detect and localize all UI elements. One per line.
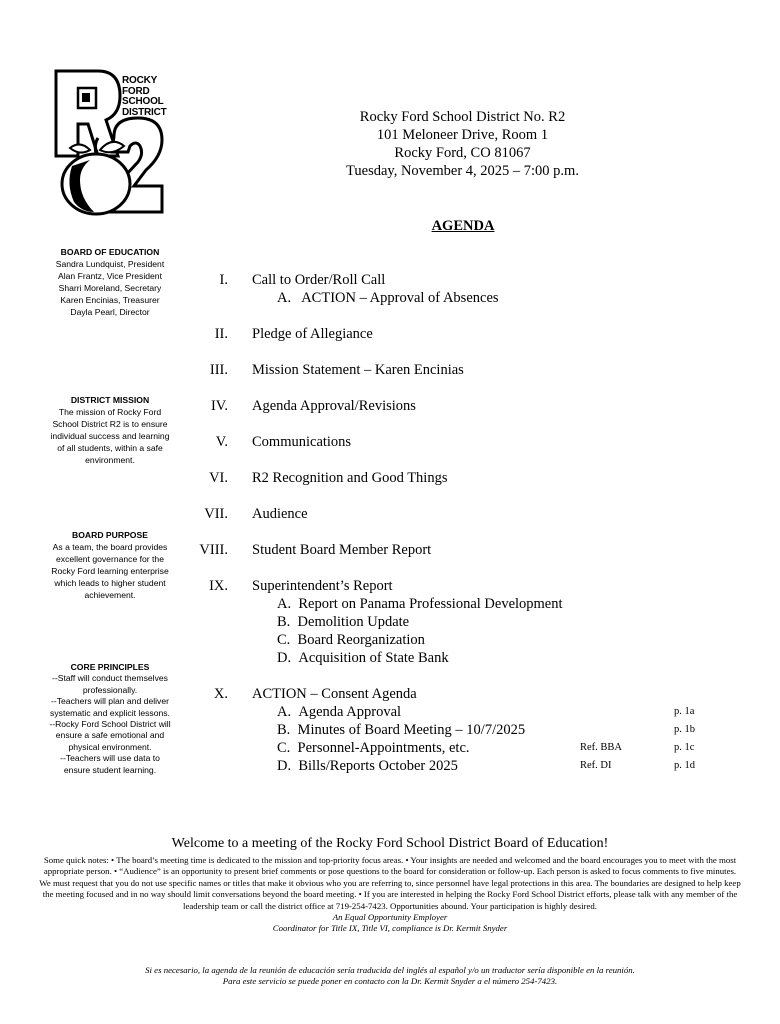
item-number: VII.: [204, 506, 228, 522]
bullet-icon: •: [405, 855, 409, 865]
board-of-education-block: [40, 246, 180, 318]
mission-line: The mission of Rocky Ford: [58, 407, 162, 417]
quick-notes: [38, 855, 742, 935]
mission-line: individual success and learning: [50, 431, 170, 441]
board-member: Dayla Pearl, Director: [70, 307, 150, 317]
principle-line: --Teachers will use data to: [60, 753, 160, 764]
district-name: Rocky Ford School District No. R2: [359, 109, 566, 125]
policy-ref: Ref. DI: [580, 760, 612, 771]
item-number: V.: [215, 434, 228, 450]
mission-line: of all students, within a safe: [57, 443, 163, 453]
item-number: VIII.: [199, 542, 228, 558]
item-number: I.: [219, 272, 228, 288]
note-text: The board’s meeting time is dedicated to the mission and top-priority focus areas.: [116, 855, 404, 865]
bullet-icon: •: [358, 889, 362, 900]
item-text: Agenda Approval/Revisions: [252, 398, 416, 414]
spanish-notice: [38, 965, 742, 988]
sub-text: Bills/Reports October 2025: [298, 758, 458, 774]
sub-item: [277, 613, 409, 631]
item-text: R2 Recognition and Good Things: [252, 470, 448, 486]
note-text: “Audience” is an opportunity to present brief comments or pose questions to the board for consideration or follow-up. Each person is asked to focus comments to five minutes. We must request that you do not use specific names or titles that make it obvious who you are referring to, since personnel have legal protections in this area. The boundaries are designed to help keep the meeting focused and in no way should limit conversations beyond the board meeting.: [39, 866, 741, 900]
sub-item: [277, 703, 401, 721]
sub-text: ACTION – Approval of Absences: [301, 290, 499, 306]
item-number: II.: [214, 326, 228, 342]
purpose-heading: BOARD PURPOSE: [72, 530, 148, 540]
sub-item: [277, 631, 425, 649]
purpose-line: As a team, the board provides: [52, 542, 168, 552]
sub-text: Agenda Approval: [298, 704, 402, 720]
board-member: Karen Encinias, Treasurer: [60, 295, 160, 305]
sub-item: [277, 757, 458, 775]
principle-line: --Staff will conduct themselves: [52, 673, 168, 684]
district-logo: [50, 66, 180, 218]
principle-line: systematic and explicit lessons.: [50, 707, 170, 718]
principles-heading: CORE PRINCIPLES: [70, 662, 150, 672]
sub-item: [277, 289, 499, 307]
sub-letter: A.: [277, 704, 292, 720]
sub-letter: A.: [277, 290, 292, 306]
bullet-icon: •: [113, 866, 118, 877]
sub-text: Personnel-Appointments, etc.: [297, 740, 470, 756]
sub-item: [277, 595, 563, 613]
sub-letter: C.: [277, 740, 291, 756]
item-text: Pledge of Allegiance: [252, 326, 373, 342]
board-purpose-block: [40, 529, 180, 601]
purpose-line: achievement.: [84, 590, 136, 600]
item-text: Mission Statement – Karen Encinias: [252, 362, 464, 378]
meeting-header: [310, 108, 615, 180]
page-ref: p. 1a: [674, 706, 695, 717]
principle-line: physical environment.: [68, 741, 152, 752]
item-number: III.: [209, 362, 228, 378]
sub-text: Board Reorganization: [297, 632, 425, 648]
page-ref: p. 1c: [674, 742, 695, 753]
item-text: Audience: [252, 506, 308, 522]
sub-letter: C.: [277, 632, 291, 648]
principle-line: --Teachers will plan and deliver: [51, 696, 169, 707]
principle-line: ensure student learning.: [63, 764, 157, 775]
sub-letter: B.: [277, 722, 291, 738]
bullet-icon: •: [111, 855, 115, 865]
mission-line: environment.: [85, 455, 135, 465]
item-text: Call to Order/Roll Call: [252, 272, 386, 288]
purpose-line: excellent governance for the: [56, 554, 164, 564]
core-principles-block: [40, 662, 180, 776]
sub-letter: B.: [277, 614, 291, 630]
notes-intro: Some quick notes:: [43, 855, 109, 865]
equal-opportunity-employer: An Equal Opportunity Employer: [332, 912, 448, 923]
mission-line: School District R2 is to ensure: [52, 419, 168, 429]
item-number: X.: [213, 686, 228, 702]
item-text: Superintendent’s Report: [252, 578, 393, 594]
sub-letter: D.: [277, 650, 292, 666]
note-text: If you are interested in helping the Rocky Ford School District efforts, please talk with any member of the leadership team or call the district office at 719-254-7423. Opportunities abound. Your participation is highly desired.: [183, 889, 738, 911]
meeting-datetime: Tuesday, November 4, 2025 – 7:00 p.m.: [346, 163, 579, 179]
mission-heading: DISTRICT MISSION: [70, 395, 150, 405]
district-address: 101 Meloneer Drive, Room 1: [376, 127, 549, 143]
policy-ref: Ref. BBA: [580, 742, 622, 753]
item-number: VI.: [209, 470, 228, 486]
district-city: Rocky Ford, CO 81067: [394, 145, 531, 161]
district-mission-block: [40, 394, 180, 466]
purpose-line: Rocky Ford learning enterprise: [51, 566, 169, 576]
principle-line: professionally.: [82, 684, 138, 695]
sub-letter: A.: [277, 596, 292, 612]
board-member: Sharri Moreland, Secretary: [58, 283, 162, 293]
page-ref: p. 1d: [674, 760, 695, 771]
purpose-line: which leads to higher student: [54, 578, 166, 588]
item-number: IX.: [209, 578, 228, 594]
sub-text: Acquisition of State Bank: [298, 650, 449, 666]
sub-text: Report on Panama Professional Development: [298, 596, 563, 612]
sub-item: [277, 721, 525, 739]
sub-letter: D.: [277, 758, 292, 774]
page-ref: p. 1b: [674, 724, 695, 735]
board-member: Alan Frantz, Vice President: [58, 271, 162, 281]
item-number: IV.: [210, 398, 228, 414]
principle-line: ensure a safe emotional and: [55, 730, 165, 741]
sub-item: [277, 739, 470, 757]
logo-text: ROCKY FORD SCHOOL DISTRICT: [122, 75, 167, 118]
board-member: Sandra Lundquist, President: [55, 259, 165, 269]
title-coordinator: Coordinator for Title IX, Title VI, compliance is Dr. Kermit Snyder: [272, 923, 508, 934]
item-text: ACTION – Consent Agenda: [252, 686, 417, 702]
item-text: Student Board Member Report: [252, 542, 432, 558]
sub-text: Demolition Update: [297, 614, 410, 630]
board-heading: BOARD OF EDUCATION: [60, 247, 160, 257]
spanish-line: Para este servicio se puede poner en contacto con la Dr. Kermit Snyder a el número 254-7423.: [222, 976, 558, 987]
item-text: Communications: [252, 434, 352, 450]
welcome-message: Welcome to a meeting of the Rocky Ford School District Board of Education!: [171, 836, 609, 851]
sub-text: Minutes of Board Meeting – 10/7/2025: [297, 722, 526, 738]
sub-item: [277, 649, 449, 667]
spanish-line: Si es necesario, la agenda de la reunión de educación sería traducida del inglés al español y/o un traductor sería disponible en la reunión.: [145, 965, 635, 975]
agenda-title: AGENDA: [431, 218, 495, 234]
principle-line: --Rocky Ford School District will: [49, 719, 171, 730]
note-text: Your insights are needed and welcomed and the board encourages you to meet with the most appropriate person.: [43, 855, 737, 877]
